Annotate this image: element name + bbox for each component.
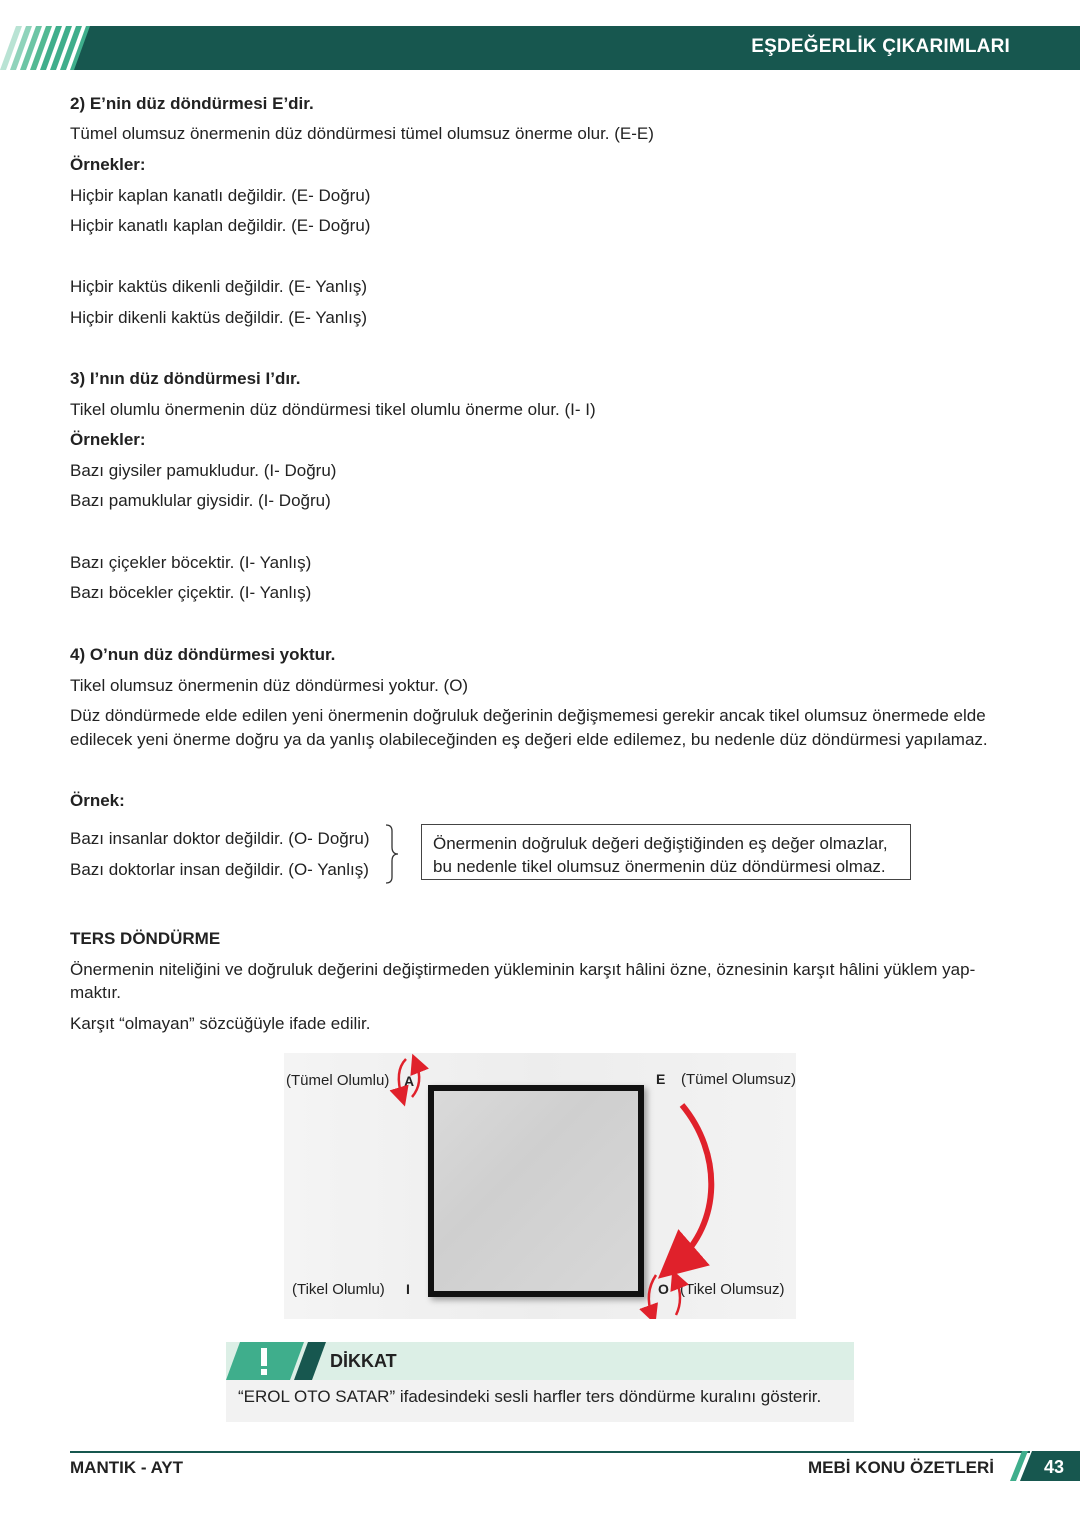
section-i-examples-label: Örnekler: xyxy=(70,430,146,449)
example-line: Hiçbir kaktüs dikenli değildir. (E- Yanlış) xyxy=(70,277,367,296)
section-e-heading: 2) E’nin düz döndürmesi E’dir. xyxy=(70,94,314,113)
footer-divider xyxy=(70,1451,1030,1453)
opposition-square-diagram xyxy=(284,1053,796,1319)
a-swap-arrow-icon xyxy=(412,1063,419,1097)
header-title: EŞDEĞERLİK ÇIKARIMLARI xyxy=(751,36,1010,57)
example-line: Hiçbir kanatlı kaplan değildir. (E- Doğru) xyxy=(70,216,371,235)
conversion-arrows xyxy=(284,1053,796,1319)
dikkat-title: DİKKAT xyxy=(330,1351,397,1371)
ters-heading: TERS DÖNDÜRME xyxy=(70,929,221,948)
dikkat-text: “EROL OTO SATAR” ifadesindeki sesli harfler ters döndürme kuralını gösterir. xyxy=(238,1387,822,1406)
o-label: (Tikel Olumsuz) xyxy=(680,1281,785,1298)
dikkat-callout xyxy=(226,1342,854,1422)
section-i-definition: Tikel olumlu önermenin düz döndürmesi tikel olumlu önerme olur. (I- I) xyxy=(70,400,596,419)
o-letter: O xyxy=(658,1281,669,1297)
section-e-examples-label: Örnekler: xyxy=(70,155,146,174)
e-letter: E xyxy=(656,1071,666,1087)
example-line: Bazı giysiler pamukludur. (I- Doğru) xyxy=(70,461,337,480)
ters-karsit: Karşıt “olmayan” sözcüğüyle ifade edilir. xyxy=(70,1014,371,1033)
exclamation-icon xyxy=(226,1342,326,1380)
a-swap-arrow-icon xyxy=(399,1059,406,1097)
a-letter: A xyxy=(404,1073,415,1089)
example-line: Bazı doktorlar insan değildir. (O- Yanlış) xyxy=(70,860,369,879)
example-line: Bazı pamuklular giysidir. (I- Doğru) xyxy=(70,491,331,510)
example-line: Bazı insanlar doktor değildir. (O- Doğru) xyxy=(70,829,370,848)
section-o-heading: 4) O’nun düz döndürmesi yoktur. xyxy=(70,645,336,664)
example-line: Bazı böcekler çiçektir. (I- Yanlış) xyxy=(70,583,312,602)
o-swap-arrow-icon xyxy=(649,1275,656,1315)
page-number: 43 xyxy=(1044,1457,1065,1477)
explanation-box xyxy=(421,824,911,880)
section-e-definition: Tümel olumsuz önermenin düz döndürmesi tümel olumsuz önerme olur. (E-E) xyxy=(70,124,654,143)
ters-definition: Önermenin niteliğini ve doğruluk değerini değiştirmeden yükleminin karşıt hâlini özne, öznesinin karşıt hâlini yüklem yap- xyxy=(70,960,976,979)
o-swap-arrow-icon xyxy=(676,1279,680,1315)
footer-series: MEBİ KONU ÖZETLERİ xyxy=(807,1458,994,1477)
brace-icon xyxy=(384,823,402,885)
explanation-line: bu nedenle tikel olumsuz önermenin düz döndürmesi olmaz. xyxy=(433,857,886,876)
explanation-line: Önermenin doğruluk değeri değiştiğinden eş değer olmazlar, xyxy=(433,834,888,853)
e-to-o-arrow-icon xyxy=(676,1105,711,1263)
section-i-heading: 3) I’nın düz döndürmesi I’dır. xyxy=(70,369,301,388)
e-label: (Tümel Olumsuz) xyxy=(681,1071,797,1088)
section-o-explanation: Düz döndürmede elde edilen yeni önermenin doğruluk değerinin değişmemesi gerekir ancak tikel olumsuz önermede elde xyxy=(70,706,986,725)
ters-definition: maktır. xyxy=(70,983,122,1002)
footer-subject: MANTIK - AYT xyxy=(70,1458,184,1477)
section-o-example-label: Örnek: xyxy=(70,791,125,810)
example-line: Hiçbir kaplan kanatlı değildir. (E- Doğru) xyxy=(70,186,371,205)
example-line: Bazı çiçekler böcektir. (I- Yanlış) xyxy=(70,553,312,572)
section-o-explanation: edilecek yeni önerme doğru ya da yanlış olabileceğinden eş değeri elde edilemez, bu nedenle düz döndürmesi yapılamaz. xyxy=(70,730,988,749)
example-line: Hiçbir dikenli kaktüs değildir. (E- Yanlış) xyxy=(70,308,367,327)
section-o-definition: Tikel olumsuz önermenin düz döndürmesi yoktur. (O) xyxy=(70,676,469,695)
a-label: (Tümel Olumlu) xyxy=(286,1072,390,1089)
page-header xyxy=(0,26,1080,70)
i-label: (Tikel Olumlu) xyxy=(292,1281,385,1298)
i-letter: I xyxy=(406,1281,410,1297)
